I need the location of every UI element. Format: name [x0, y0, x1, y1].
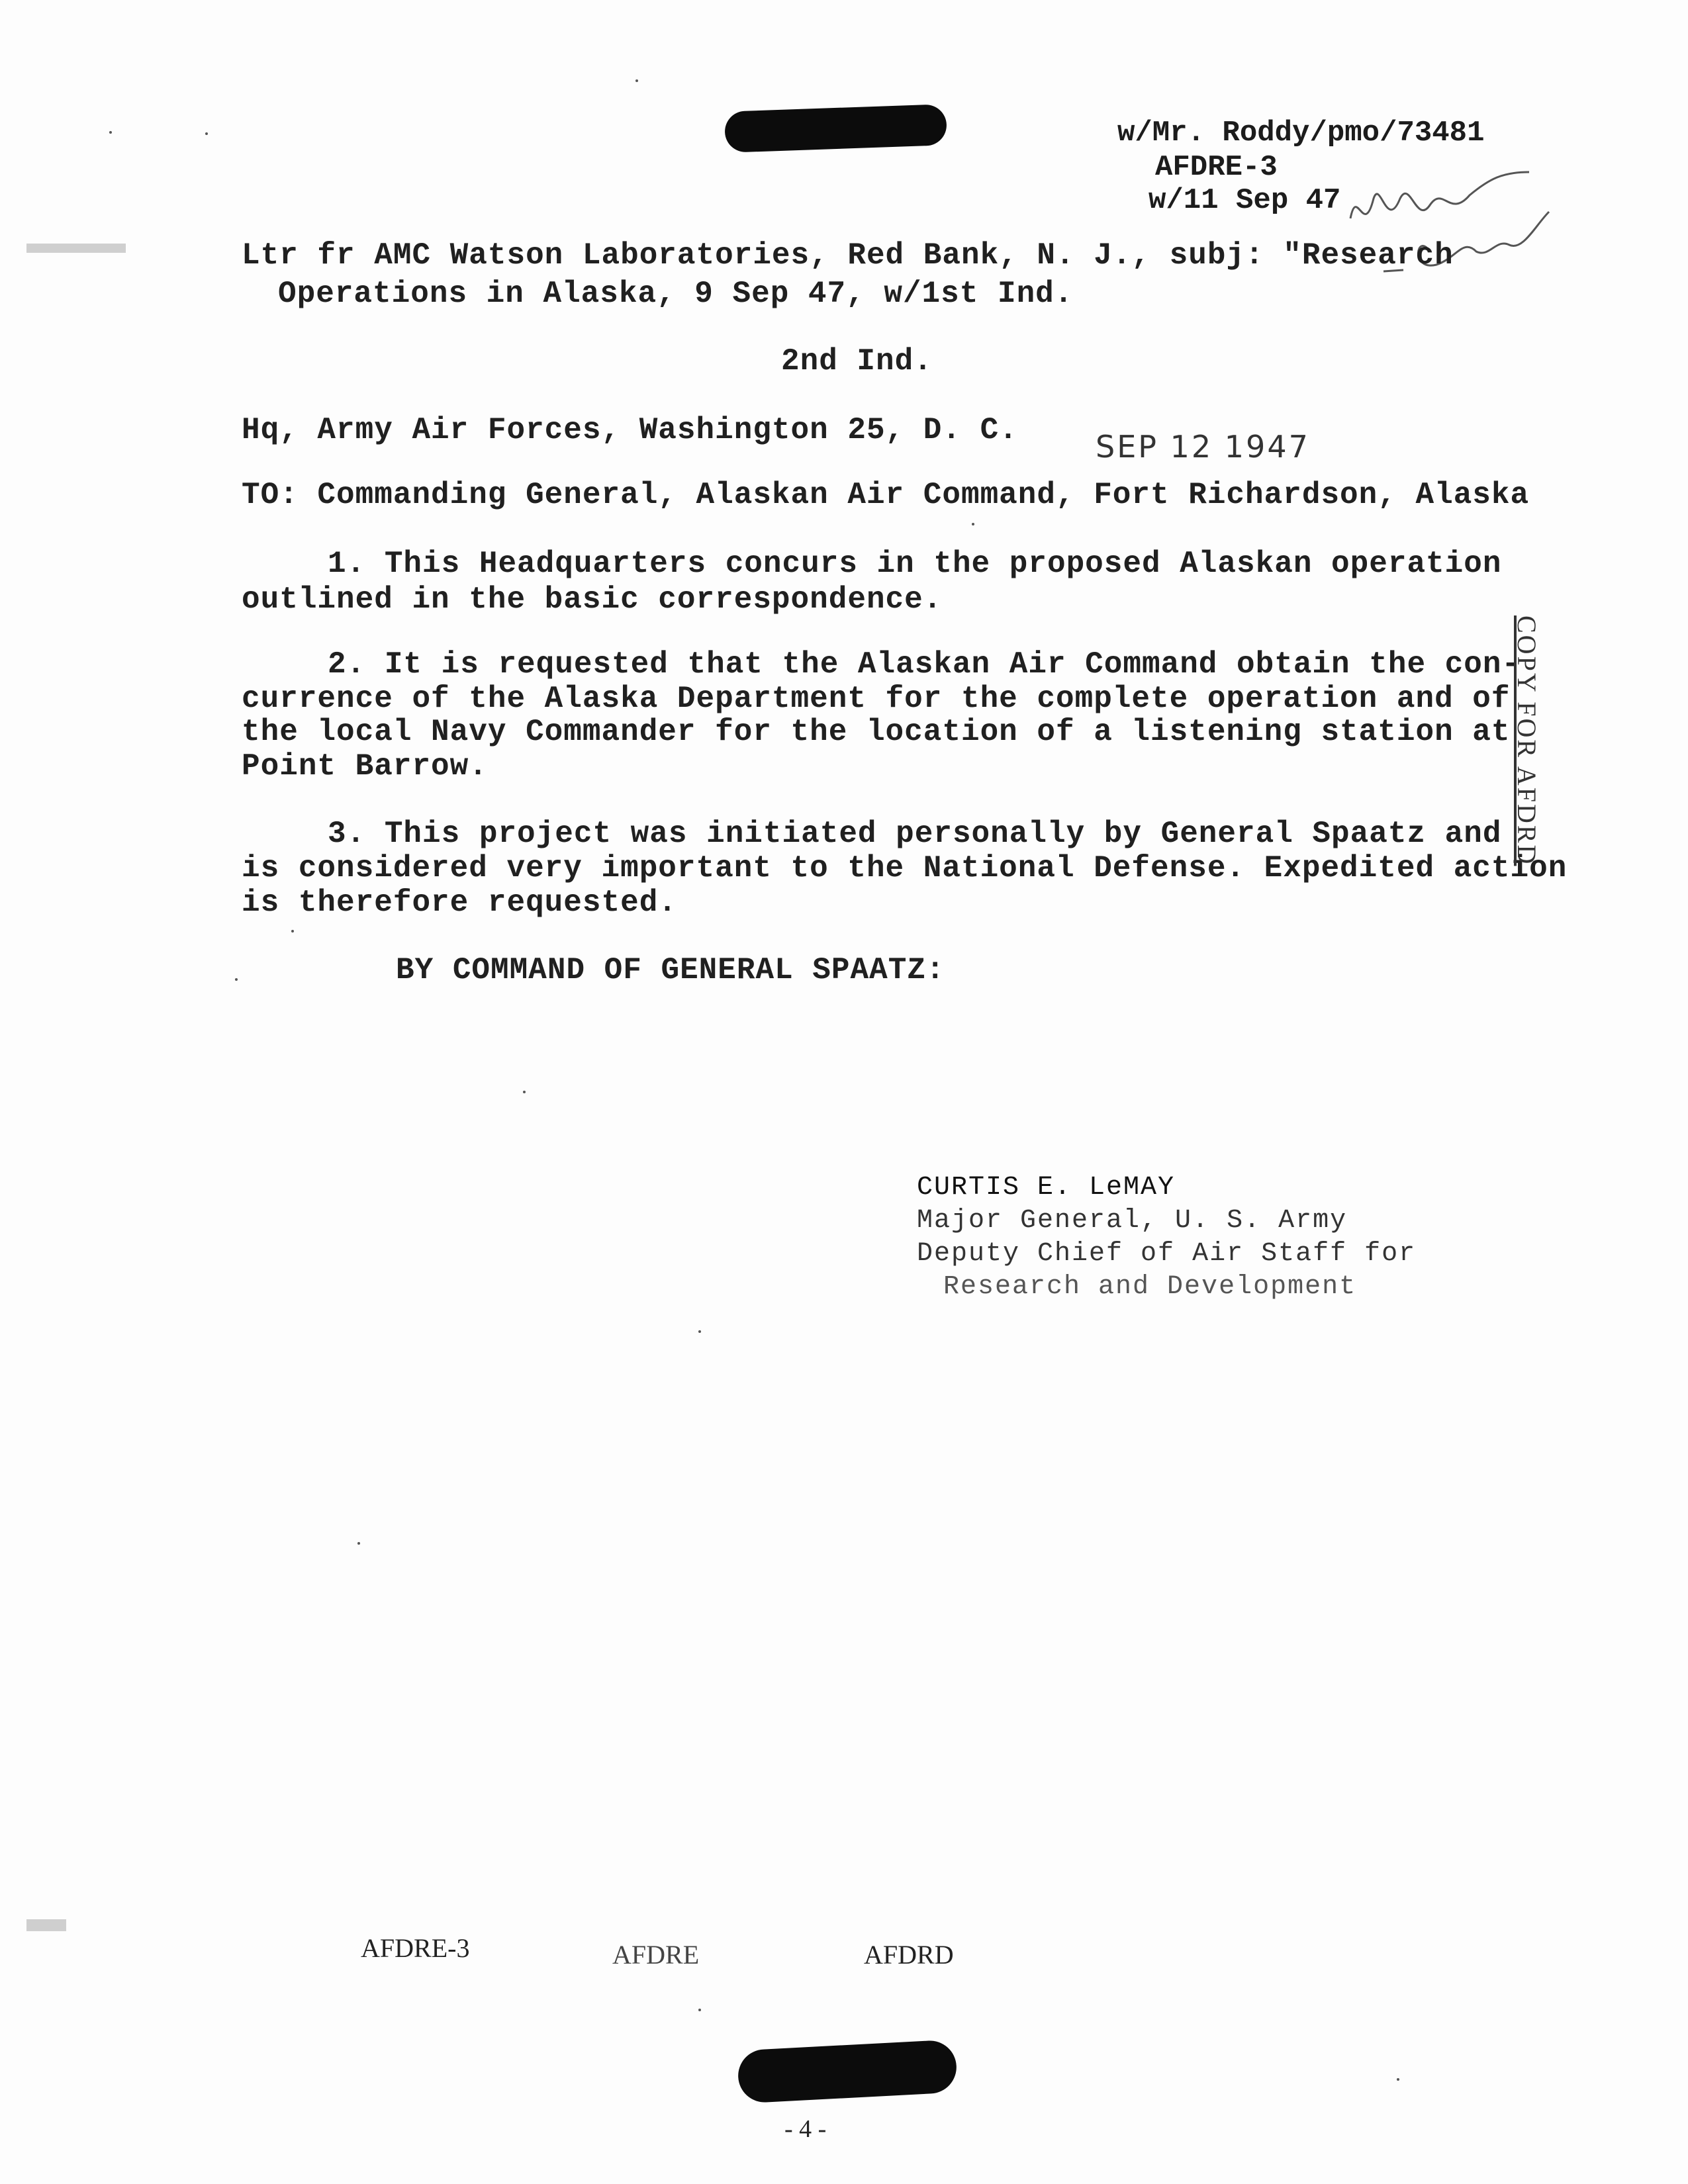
signature-title-2: Research and Development: [943, 1272, 1357, 1302]
redaction-top: [724, 104, 947, 153]
command-line: BY COMMAND OF GENERAL SPAATZ:: [396, 953, 945, 987]
reference-line-1: Ltr fr AMC Watson Laboratories, Red Bank, N. J., subj: "Research: [242, 238, 1454, 273]
signature-title-1: Deputy Chief of Air Staff for: [917, 1239, 1417, 1269]
speck: [205, 132, 208, 135]
paragraph-2-line-1: 2. It is requested that the Alaskan Air Command obtain the con-: [328, 647, 1521, 682]
paragraph-1-line-1: 1. This Headquarters concurs in the proposed Alaskan operation: [328, 547, 1502, 581]
speck: [698, 2009, 701, 2011]
paragraph-3-line-2: is considered very important to the National Defense. Expedited action: [242, 851, 1568, 886]
speck: [109, 131, 112, 134]
date-stamp: SEP 12 1947: [1096, 429, 1310, 465]
indorsement-label: 2nd Ind.: [781, 344, 933, 379]
paragraph-2-line-4: Point Barrow.: [242, 749, 488, 784]
page-number: - 4 -: [784, 2115, 827, 2143]
routing-line-1: w/Mr. Roddy/pmo/73481: [1117, 116, 1485, 150]
paragraph-2-line-2: currence of the Alaska Department for the complete operation and of: [242, 682, 1511, 716]
speck: [1397, 2078, 1399, 2081]
scan-mark-left-top: [26, 244, 126, 253]
footer-office-afdrd: AFDRD: [864, 1940, 954, 1970]
reference-line-2: Operations in Alaska, 9 Sep 47, w/1st Ind.: [278, 277, 1074, 311]
speck: [698, 1330, 701, 1333]
footer-office-afdre: AFDRE: [612, 1940, 700, 1970]
speck: [972, 523, 974, 525]
footer-office-afdre-3: AFDRE-3: [361, 1933, 470, 1963]
speck: [357, 1542, 360, 1545]
signature-name: CURTIS E. LeMAY: [917, 1173, 1176, 1203]
scan-mark-left-bottom: [26, 1919, 66, 1931]
routing-line-2: AFDRE-3: [1155, 151, 1278, 184]
paragraph-2-line-3: the local Navy Commander for the location of a listening station at: [242, 715, 1511, 749]
signature-rank: Major General, U. S. Army: [917, 1206, 1348, 1236]
speck: [291, 930, 294, 933]
paragraph-1-line-2: outlined in the basic correspondence.: [242, 582, 943, 617]
origin-line: Hq, Army Air Forces, Washington 25, D. C.: [242, 413, 1018, 447]
paragraph-3-line-1: 3. This project was initiated personally by General Spaatz and: [328, 817, 1502, 851]
paragraph-3-line-3: is therefore requested.: [242, 886, 677, 920]
redaction-bottom: [737, 2039, 958, 2103]
speck: [523, 1091, 526, 1093]
copy-for-afdrd-stamp: COPY FOR AFDRD: [1512, 615, 1542, 866]
speck: [235, 978, 238, 981]
routing-line-3: w/11 Sep 47: [1149, 184, 1341, 217]
speck: [635, 79, 638, 82]
to-line: TO: Commanding General, Alaskan Air Command, Fort Richardson, Alaska: [242, 478, 1530, 512]
